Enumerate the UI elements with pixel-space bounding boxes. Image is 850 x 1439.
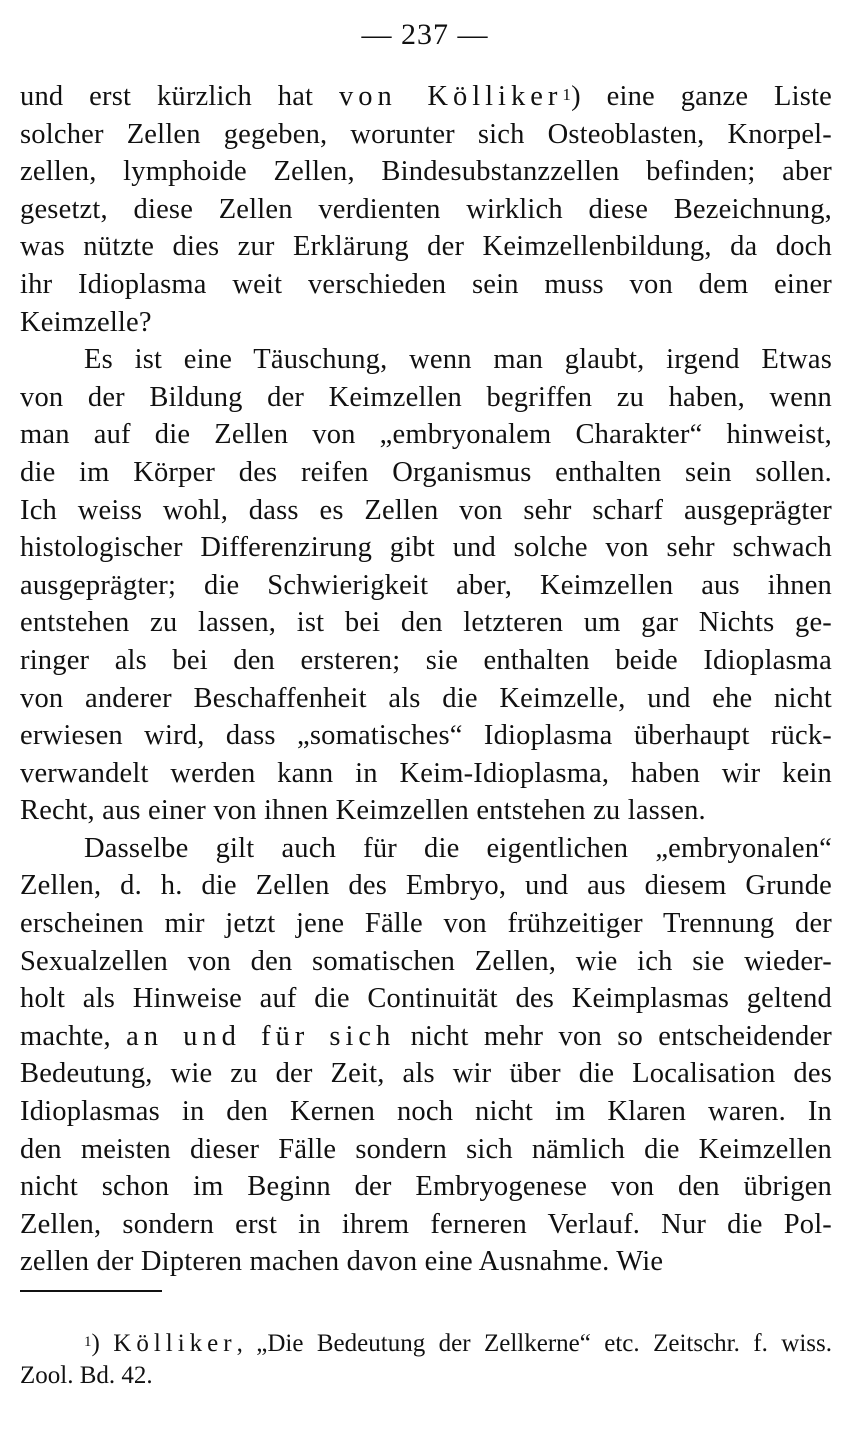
- text-line: [20, 830, 832, 868]
- text-segment: Recht, aus einer von ihnen Keimzellen entstehen zu lassen.: [20, 795, 706, 827]
- text-line: [20, 266, 832, 304]
- spaced-emphasis: an und für sich: [126, 1020, 396, 1052]
- text-line: [20, 1328, 832, 1360]
- text-line: [20, 1206, 832, 1244]
- text-segment: die im Körper des reifen Organismus enthalten sein sollen.: [20, 456, 832, 488]
- text-line: [20, 680, 832, 718]
- text-segment: Zellen, sondern erst in ihrem ferneren Verlauf. Nur die Pol-: [20, 1208, 832, 1240]
- text-segment: ) eine ganze Liste: [571, 81, 832, 112]
- text-line: [20, 755, 832, 793]
- text-line: [20, 905, 832, 943]
- paragraph-3: [20, 830, 832, 1281]
- text-segment: von der Bildung der Keimzellen begriffen zu haben, wenn: [20, 381, 832, 413]
- footnote: [20, 1328, 832, 1392]
- text-line: [20, 717, 832, 755]
- text-line: [20, 867, 832, 905]
- text-line: [20, 529, 832, 567]
- footnote-marker: 1: [562, 85, 572, 104]
- text-segment: entstehen zu lassen, ist bei den letzteren um gar Nichts ge-: [20, 607, 832, 639]
- paragraph-2: [20, 341, 832, 830]
- text-segment: ringer als bei den ersteren; sie enthalten beide Idioplasma: [20, 644, 832, 676]
- text-line: [20, 379, 832, 417]
- text-segment: Es ist eine Täuschung, wenn man glaubt, irgend Etwas: [84, 344, 832, 376]
- text-line: [20, 492, 832, 530]
- text-segment: zellen, lymphoide Zellen, Bindesubstanzzellen befinden; aber: [20, 156, 832, 188]
- text-segment: solcher Zellen gegeben, worunter sich Osteoblasten, Knorpel-: [20, 118, 832, 150]
- text-line: [20, 604, 832, 642]
- text-segment: Zellen, d. h. die Zellen des Embryo, und aus diesem Grunde: [20, 870, 832, 902]
- text-line: [20, 1055, 832, 1093]
- text-line: [20, 341, 832, 379]
- text-line: [20, 1243, 832, 1281]
- text-line: [20, 1093, 832, 1131]
- text-segment: Sexualzellen von den somatischen Zellen, wie ich sie wieder-: [20, 945, 832, 977]
- text-segment: histologischer Differenzirung gibt und solche von sehr schwach: [20, 532, 832, 564]
- text-line: [20, 943, 832, 981]
- spaced-emphasis: von Kölliker: [339, 81, 563, 112]
- text-line: [20, 191, 832, 229]
- text-segment: Idioplasmas in den Kernen noch nicht im Klaren waren. In: [20, 1096, 832, 1128]
- text-segment: verwandelt werden kann in Keim-Idioplasma, haben wir kein: [20, 757, 832, 789]
- text-segment: was nützte dies zur Erklärung der Keimzellenbildung, da doch: [20, 231, 832, 263]
- text-line: [20, 78, 832, 116]
- footnote-marker: 1: [84, 1334, 92, 1350]
- spaced-emphasis: Kölliker: [113, 1330, 237, 1357]
- text-segment: machte,: [20, 1020, 127, 1052]
- text-segment: ausgeprägter; die Schwierigkeit aber, Keimzellen aus ihnen: [20, 569, 832, 601]
- text-segment: Ich weiss wohl, dass es Zellen von sehr scharf ausgeprägter: [20, 494, 832, 526]
- text-segment: ): [91, 1330, 114, 1357]
- text-line: [20, 792, 832, 830]
- text-line: [20, 1360, 832, 1392]
- text-line: [20, 567, 832, 605]
- footnote-separator: [20, 1290, 162, 1292]
- text-segment: erwiesen wird, dass „somatisches“ Idioplasma überhaupt rück-: [20, 720, 832, 752]
- text-segment: nicht mehr von so entscheidender: [395, 1020, 832, 1052]
- text-line: [20, 454, 832, 492]
- text-line: [20, 416, 832, 454]
- text-segment: Keimzelle?: [20, 306, 152, 338]
- text-line: [20, 980, 832, 1018]
- text-segment: erscheinen mir jetzt jene Fälle von frühzeitiger Trennung der: [20, 908, 832, 940]
- page-number: — 237 —: [361, 18, 489, 51]
- text-segment: und erst kürzlich hat: [20, 81, 340, 112]
- text-segment: Dasselbe gilt auch für die eigentlichen „embryonalen“: [84, 832, 832, 864]
- text-line: [20, 1131, 832, 1169]
- text-line: [20, 1018, 832, 1056]
- text-segment: ihr Idioplasma weit verschieden sein muss von dem einer: [20, 268, 832, 300]
- text-segment: , „Die Bedeutung der Zellkerne“ etc. Zeitschr. f. wiss.: [236, 1330, 832, 1357]
- text-line: [20, 1168, 832, 1206]
- paragraph-1: [20, 78, 832, 341]
- text-line: [20, 153, 832, 191]
- text-segment: den meisten dieser Fälle sondern sich nämlich die Keimzellen: [20, 1133, 832, 1165]
- text-segment: man auf die Zellen von „embryonalem Charakter“ hinweist,: [20, 419, 832, 451]
- text-segment: von anderer Beschaffenheit als die Keimzelle, und ehe nicht: [20, 682, 832, 714]
- text-segment: nicht schon im Beginn der Embryogenese von den übrigen: [20, 1171, 832, 1203]
- text-segment: zellen der Dipteren machen davon eine Ausnahme. Wie: [20, 1246, 664, 1278]
- text-segment: Bedeutung, wie zu der Zeit, als wir über die Localisation des: [20, 1058, 832, 1090]
- text-line: [20, 116, 832, 154]
- text-line: [20, 642, 832, 680]
- text-segment: gesetzt, diese Zellen verdienten wirklich diese Bezeichnung,: [20, 193, 832, 225]
- text-segment: Zool. Bd. 42.: [20, 1362, 153, 1389]
- text-line: [20, 228, 832, 266]
- text-line: [20, 304, 832, 342]
- body-text: [20, 78, 832, 1281]
- text-segment: holt als Hinweise auf die Continuität des Keimplasmas geltend: [20, 983, 832, 1015]
